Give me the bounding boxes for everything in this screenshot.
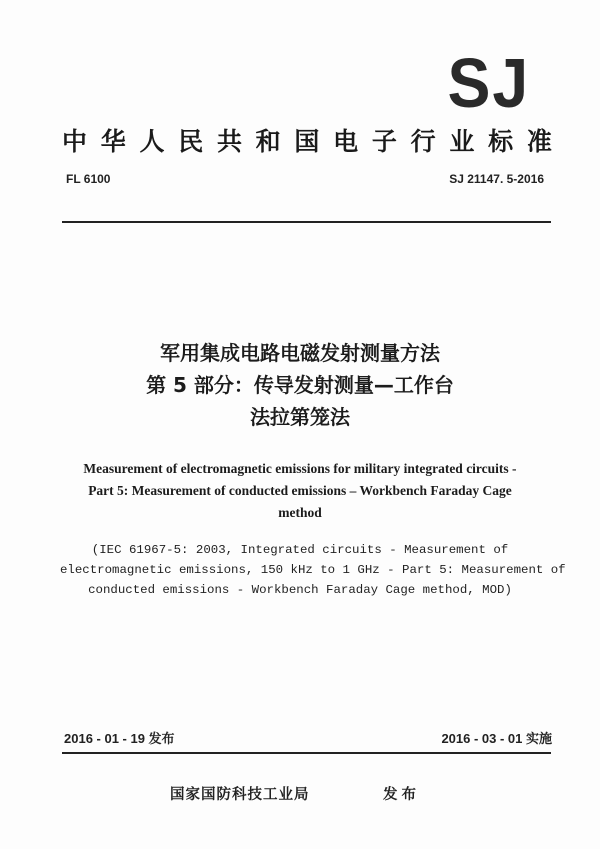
industry-title-char: 业 xyxy=(449,127,475,156)
industry-title-char: 和 xyxy=(255,127,281,156)
industry-title-char: 电 xyxy=(333,127,359,156)
industry-standard-title xyxy=(62,124,552,160)
sj-logo: SJ xyxy=(447,44,530,122)
industry-title-char: 准 xyxy=(526,127,552,156)
industry-title-char: 共 xyxy=(216,127,242,156)
industry-title-char: 人 xyxy=(139,127,165,156)
industry-title-char: 子 xyxy=(371,127,397,156)
top-divider xyxy=(62,221,551,223)
industry-title-char: 行 xyxy=(410,127,436,156)
english-title-line-3: method xyxy=(278,505,322,520)
classification-code: FL 6100 xyxy=(66,172,111,186)
issuing-authority: 国家国防科技工业局 xyxy=(170,787,310,803)
industry-title-char: 国 xyxy=(294,127,320,156)
iec-reference xyxy=(60,540,566,600)
issue-label: 发布 xyxy=(383,787,420,803)
industry-title-char: 民 xyxy=(178,127,204,156)
iec-reference-line-2: electromagnetic emissions, 150 kHz to 1 GHz - Part 5: Measurement of xyxy=(60,563,566,577)
iec-reference-line-3: conducted emissions - Workbench Faraday Cage method, MOD) xyxy=(88,583,512,597)
implementation-date: 2016 - 03 - 01 实施 xyxy=(441,731,552,746)
industry-title-char: 标 xyxy=(488,127,514,156)
chinese-title-line-1: 军用集成电路电磁发射测量方法 xyxy=(160,341,440,365)
english-title xyxy=(60,458,540,524)
chinese-title-line-3: 法拉第笼法 xyxy=(250,405,350,429)
english-title-line-1: Measurement of electromagnetic emissions for military integrated circuits - xyxy=(83,461,517,476)
standard-number: SJ 21147. 5-2016 xyxy=(449,172,544,186)
iec-reference-line-1: (IEC 61967-5: 2003, Integrated circuits - Measurement of xyxy=(91,543,509,557)
industry-title-char: 华 xyxy=(100,127,126,156)
issue-date: 2016 - 01 - 19 发布 xyxy=(64,731,175,746)
english-title-line-2: Part 5: Measurement of conducted emissions – Workbench Faraday Cage xyxy=(88,483,512,498)
chinese-title-line-2: 第 5 部分：传导发射测量—工作台 xyxy=(146,373,454,397)
bottom-divider xyxy=(62,752,551,754)
industry-title-char: 中 xyxy=(62,127,88,156)
